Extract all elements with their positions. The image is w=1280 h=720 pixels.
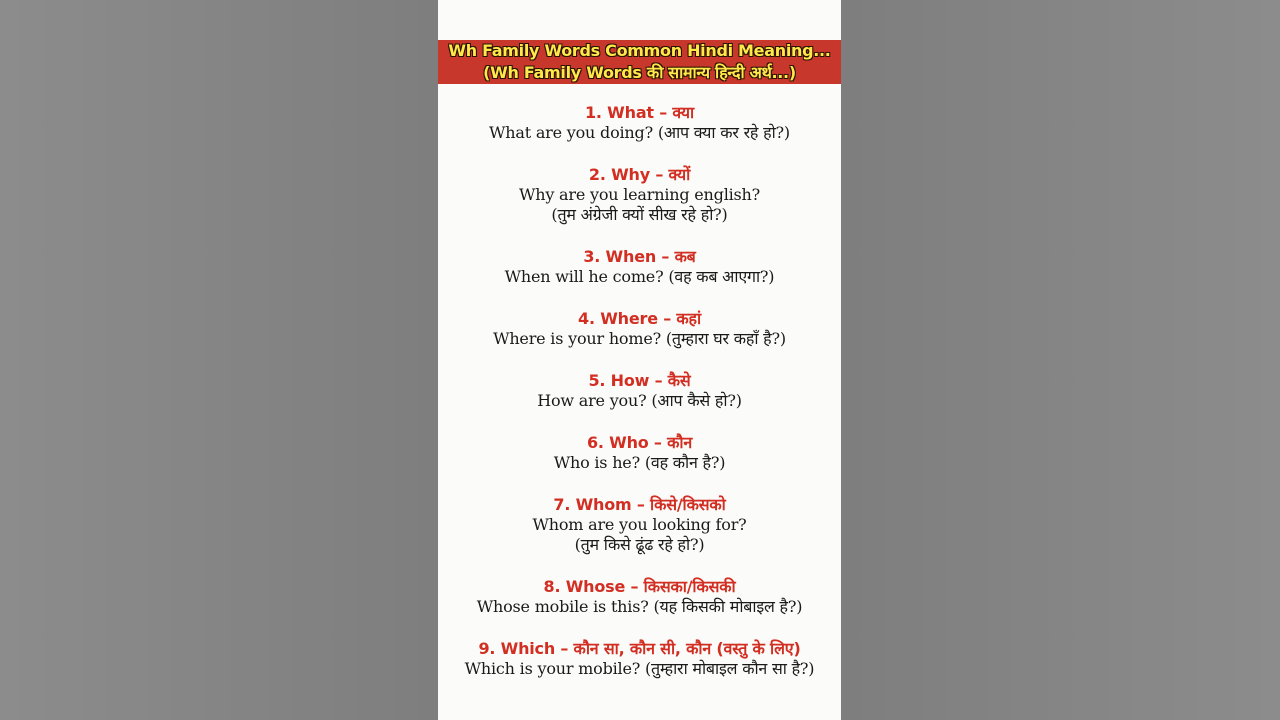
entry-example: Whom are you looking for? bbox=[532, 515, 747, 534]
title-line-english: Wh Family Words Common Hindi Meaning... bbox=[448, 41, 831, 60]
entry-what bbox=[438, 103, 841, 143]
entry-example-translation: (तुम अंग्रेजी क्यों सीख रहे हो?) bbox=[551, 205, 728, 224]
content-card bbox=[438, 0, 841, 720]
entry-heading: 3. When – कब bbox=[583, 247, 696, 266]
entry-example: Where is your home? (तुम्हारा घर कहाँ है?) bbox=[493, 329, 786, 348]
entry-who bbox=[438, 433, 841, 473]
entry-example: Who is he? (वह कौन है?) bbox=[553, 453, 726, 472]
entry-how bbox=[438, 371, 841, 411]
title-banner bbox=[438, 40, 841, 84]
entry-which bbox=[438, 639, 841, 679]
entry-example: What are you doing? (आप क्या कर रहे हो?) bbox=[489, 123, 790, 142]
entry-heading: 9. Which – कौन सा, कौन सी, कौन (वस्तु के लिए) bbox=[478, 639, 801, 658]
title-line-hindi: (Wh Family Words की सामान्य हिन्दी अर्थ...) bbox=[483, 63, 796, 82]
entry-where bbox=[438, 309, 841, 349]
entry-example: How are you? (आप कैसे हो?) bbox=[537, 391, 742, 410]
entry-heading: 5. How – कैसे bbox=[588, 371, 691, 390]
entry-heading: 4. Where – कहां bbox=[578, 309, 701, 328]
blurred-backdrop-right bbox=[841, 0, 1280, 720]
entry-why bbox=[438, 165, 841, 225]
entry-example-translation: (तुम किसे ढूंढ रहे हो?) bbox=[574, 535, 705, 554]
entry-heading: 1. What – क्या bbox=[585, 103, 694, 122]
blurred-backdrop-left bbox=[0, 0, 438, 720]
entry-heading: 6. Who – कौन bbox=[586, 433, 693, 452]
entry-example: Whose mobile is this? (यह किसकी मोबाइल है?) bbox=[476, 597, 803, 616]
entry-example: Which is your mobile? (तुम्हारा मोबाइल कौन सा है?) bbox=[464, 659, 815, 678]
entry-whose bbox=[438, 577, 841, 617]
entry-heading: 8. Whose – किसका/किसकी bbox=[543, 577, 736, 596]
entry-whom bbox=[438, 495, 841, 555]
entry-example: When will he come? (वह कब आएगा?) bbox=[504, 267, 775, 286]
entry-heading: 2. Why – क्यों bbox=[588, 165, 691, 184]
entry-when bbox=[438, 247, 841, 287]
entry-heading: 7. Whom – किसे/किसको bbox=[553, 495, 726, 514]
entry-example: Why are you learning english? bbox=[518, 185, 761, 204]
